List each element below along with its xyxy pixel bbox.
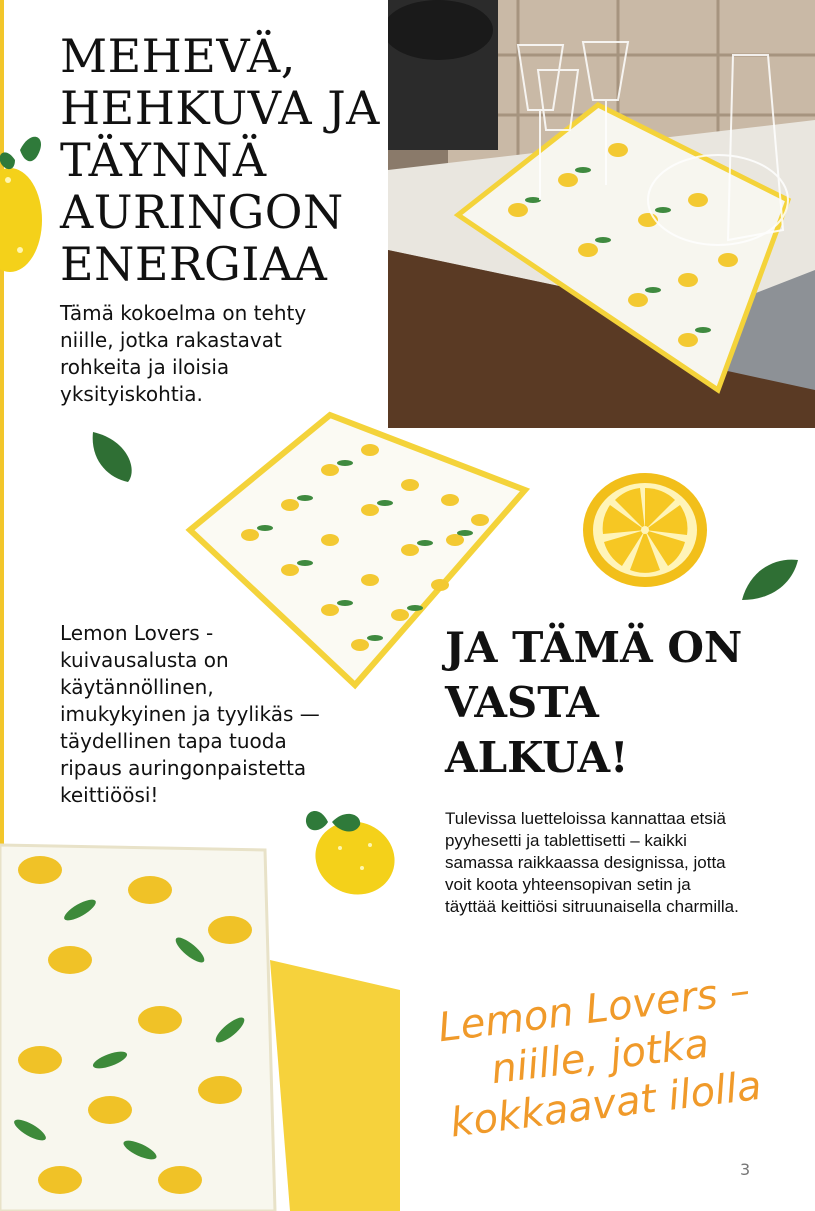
headline-secondary: JA TÄMÄ ON VASTA ALKUA! [445, 623, 743, 782]
lemon-icon [300, 800, 405, 900]
script-tagline: Lemon Lovers – niille, jotka kokkaavat ilolla [435, 967, 764, 1147]
page-number: 3 [740, 1160, 751, 1179]
lemon-slice-icon [580, 470, 710, 590]
leaf-icon [88, 430, 138, 485]
upcoming-products-text: Tulevissa luetteloissa kannattaa etsiä pyyhesetti ja tablettisetti – kaikki samassa raikkaassa designissa, jotta voit koota yhteensopivan setin ja täyttää keittiösi sitruunaisella charmilla. [445, 809, 739, 916]
headline: MEHEVÄ, HEHKUVA JA TÄYNNÄ AURINGON ENERGIAA [60, 29, 380, 291]
lead-paragraph: Tämä kokoelma on tehty niille, jotka rakastavat rohkeita ja iloisia yksityiskohtia. [60, 301, 307, 406]
product-description: Lemon Lovers -kuivausalusta on käytännöllinen, imukykyinen ja tyylikäs — täydellinen tapa tuoda ripaus auringonpaistetta keittiöösi! [60, 621, 320, 807]
leaf-icon [740, 555, 800, 603]
kitchen-photo [388, 0, 815, 428]
lemon-icon [0, 120, 52, 280]
